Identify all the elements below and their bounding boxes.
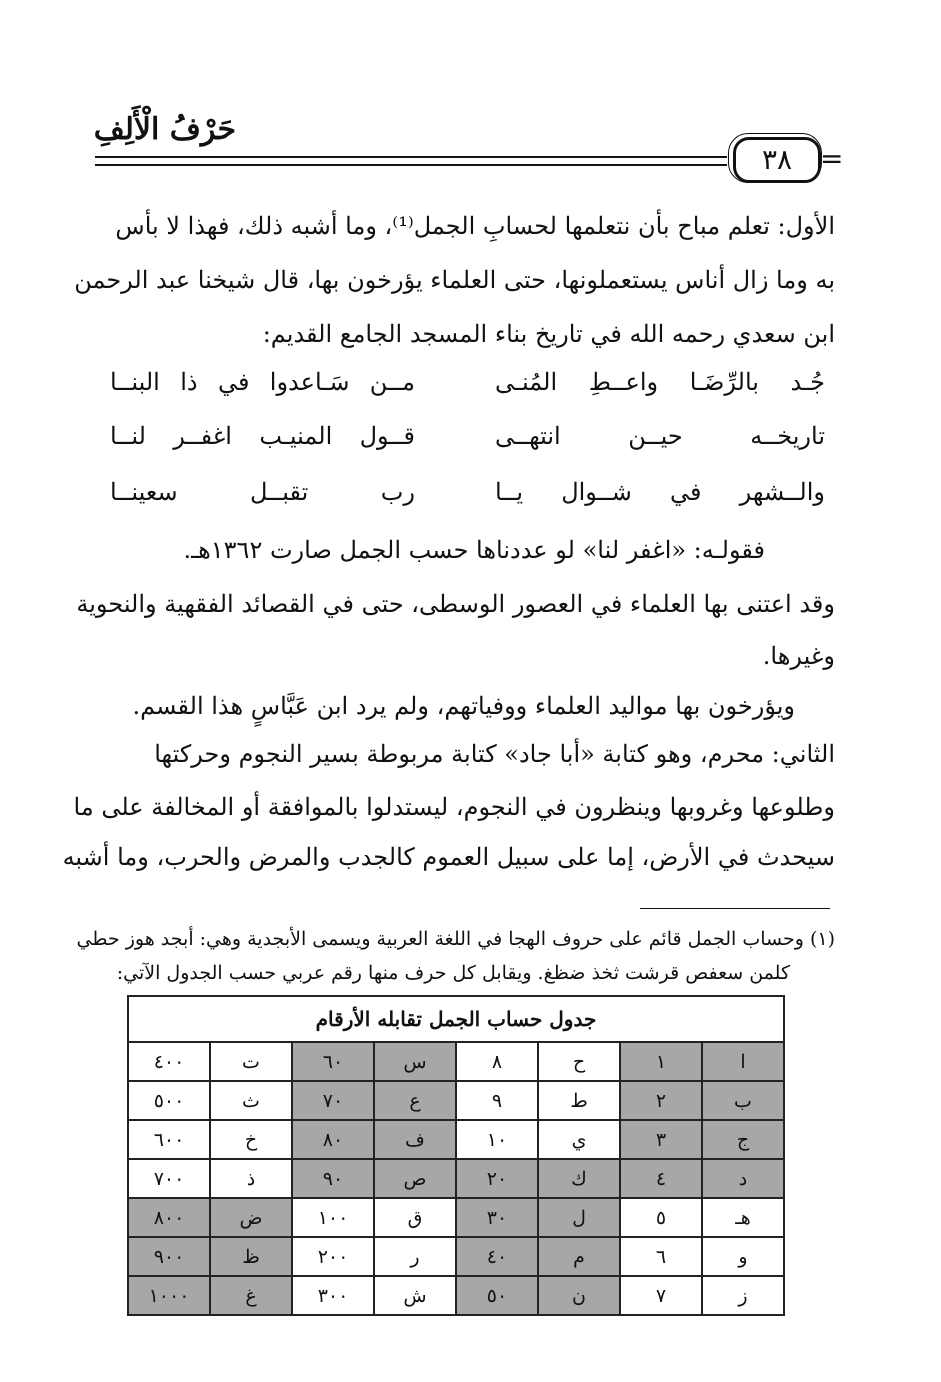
table-cell-value: ١٠ xyxy=(456,1120,538,1159)
verse-hemistich-first: والــشهر في شــوال يــا xyxy=(495,478,825,506)
footnote-separator xyxy=(640,908,830,909)
paragraph-line: الثاني: محرم، وهو كتابة «أبا جاد» كتابة مربوطة بسير النجوم وحركتها xyxy=(154,740,835,768)
table-cell-value: ٦٠ xyxy=(292,1042,374,1081)
table-cell-value: ٥٠ xyxy=(456,1276,538,1315)
paragraph-line: ويؤرخون بها مواليد العلماء ووفياتهم، ولم يرد ابن عَبَّاسٍ هذا القسم. xyxy=(132,692,795,720)
paragraph-line: ابن سعدي رحمه الله في تاريخ بناء المسجد الجامع القديم: xyxy=(262,320,835,348)
table-cell-letter: خ xyxy=(210,1120,292,1159)
paragraph-line: به وما زال أناس يستعملونها، حتى العلماء يؤرخون بها، قال شيخنا عبد الرحمن xyxy=(74,266,835,294)
table-cell-value: ٤ xyxy=(620,1159,702,1198)
table-cell-letter: ز xyxy=(702,1276,784,1315)
paragraph-line: فقولـه: «اغفر لنا» لو عددناها حسب الجمل صارت ١٣٦٢هـ. xyxy=(183,536,765,564)
table-cell-letter: ض xyxy=(210,1198,292,1237)
table-cell-value: ٨٠٠ xyxy=(128,1198,210,1237)
table-row xyxy=(128,1042,784,1081)
table-cell-letter: ش xyxy=(374,1276,456,1315)
table-cell-value: ٩٠ xyxy=(292,1159,374,1198)
table-cell-letter: غ xyxy=(210,1276,292,1315)
footnote-line: كلمن سعفص قرشت ثخذ ضظغ. ويقابل كل حرف منها رقم عربي حسب الجدول الآتي: xyxy=(116,962,790,984)
table-cell-letter: ح xyxy=(538,1042,620,1081)
table-cell-value: ٨ xyxy=(456,1042,538,1081)
verse-hemistich-second: مــن سَـاعدوا في ذا البنــا xyxy=(110,368,415,396)
table-cell-value: ٣٠ xyxy=(456,1198,538,1237)
table-cell-value: ١ xyxy=(620,1042,702,1081)
table-cell-letter: م xyxy=(538,1237,620,1276)
footnote-line: (١) وحساب الجمل قائم على حروف الهجا في اللغة العربية ويسمى الأبجدية وهي: أبجد هوز حطي xyxy=(76,928,835,950)
table-cell-value: ٣ xyxy=(620,1120,702,1159)
table-cell-letter: ف xyxy=(374,1120,456,1159)
table-caption: جدول حساب الجمل تقابله الأرقام xyxy=(128,996,784,1042)
table-cell-value: ١٠٠ xyxy=(292,1198,374,1237)
table-cell-letter: ن xyxy=(538,1276,620,1315)
table-cell-letter: ج xyxy=(702,1120,784,1159)
header-rule-top xyxy=(95,156,727,158)
table-cell-value: ٩ xyxy=(456,1081,538,1120)
table-cell-letter: د xyxy=(702,1159,784,1198)
table-cell-letter: ت xyxy=(210,1042,292,1081)
verse-hemistich-first: تاريخــه حيــن انتهــى xyxy=(495,422,825,450)
table-row xyxy=(128,1237,784,1276)
table-cell-value: ٢٠٠ xyxy=(292,1237,374,1276)
table-cell-letter: ب xyxy=(702,1081,784,1120)
table-cell-letter: ل xyxy=(538,1198,620,1237)
table-cell-value: ٨٠ xyxy=(292,1120,374,1159)
paragraph-line: سيحدث في الأرض، إما على سبيل العموم كالجدب والمرض والحرب، وما أشبه xyxy=(62,843,835,871)
table-cell-value: ٩٠٠ xyxy=(128,1237,210,1276)
paragraph-line: وطلوعها وغروبها وينظرون في النجوم، ليستدلوا بالموافقة أو المخالفة على ما xyxy=(73,793,835,821)
table-cell-letter: ث xyxy=(210,1081,292,1120)
table-cell-letter: ك xyxy=(538,1159,620,1198)
table-cell-letter: و xyxy=(702,1237,784,1276)
table-cell-value: ١٠٠٠ xyxy=(128,1276,210,1315)
table-row xyxy=(128,1081,784,1120)
verse-row xyxy=(110,368,825,408)
paragraph-line: الأول: تعلم مباح بأن نتعلمها لحسابِ الجمل⁽¹⁾، وما أشبه ذلك، فهذا لا بأس xyxy=(115,212,835,240)
header-rule-bottom xyxy=(95,164,727,166)
verse-hemistich-second: قــول المنيـب اغفــر لنــا xyxy=(110,422,415,450)
table-cell-value: ٢ xyxy=(620,1081,702,1120)
abjad-table xyxy=(127,995,785,1316)
paragraph-line: وقد اعتنى بها العلماء في العصور الوسطى، حتى في القصائد الفقهية والنحوية xyxy=(76,590,835,618)
paragraph-line: وغيرها. xyxy=(762,642,835,670)
table-cell-letter: ط xyxy=(538,1081,620,1120)
table-cell-value: ٦ xyxy=(620,1237,702,1276)
table-cell-value: ٥٠٠ xyxy=(128,1081,210,1120)
verse-hemistich-second: رب تقبــل سعينــا xyxy=(110,478,415,506)
table-cell-value: ٦٠٠ xyxy=(128,1120,210,1159)
table-cell-letter: ق xyxy=(374,1198,456,1237)
table-cell-letter: ظ xyxy=(210,1237,292,1276)
verse-row xyxy=(110,478,825,518)
table-cell-letter: ا xyxy=(702,1042,784,1081)
verse-hemistich-first: جُـد بالرِّضَـا واعــطِ المُنـى xyxy=(495,368,825,396)
table-cell-value: ٤٠٠ xyxy=(128,1042,210,1081)
table-row xyxy=(128,1198,784,1237)
table-cell-letter: ص xyxy=(374,1159,456,1198)
table-cell-letter: ذ xyxy=(210,1159,292,1198)
table-row xyxy=(128,1159,784,1198)
table-cell-letter: س xyxy=(374,1042,456,1081)
table-cell-letter: ر xyxy=(374,1237,456,1276)
table-cell-letter: هـ xyxy=(702,1198,784,1237)
table-cell-value: ٧ xyxy=(620,1276,702,1315)
page-number: ٣٨ xyxy=(733,137,821,183)
table-cell-value: ٧٠ xyxy=(292,1081,374,1120)
table-cell-value: ٢٠ xyxy=(456,1159,538,1198)
verse-row xyxy=(110,422,825,462)
table-cell-value: ٥ xyxy=(620,1198,702,1237)
table-cell-letter: ي xyxy=(538,1120,620,1159)
table-row xyxy=(128,1120,784,1159)
table-cell-value: ٧٠٠ xyxy=(128,1159,210,1198)
table-cell-letter: ع xyxy=(374,1081,456,1120)
header-ornament: = xyxy=(820,142,844,175)
table-row xyxy=(128,1276,784,1315)
table-cell-value: ٤٠ xyxy=(456,1237,538,1276)
chapter-title: حَرْفُ الْأَلِفِ xyxy=(93,112,236,147)
table-cell-value: ٣٠٠ xyxy=(292,1276,374,1315)
